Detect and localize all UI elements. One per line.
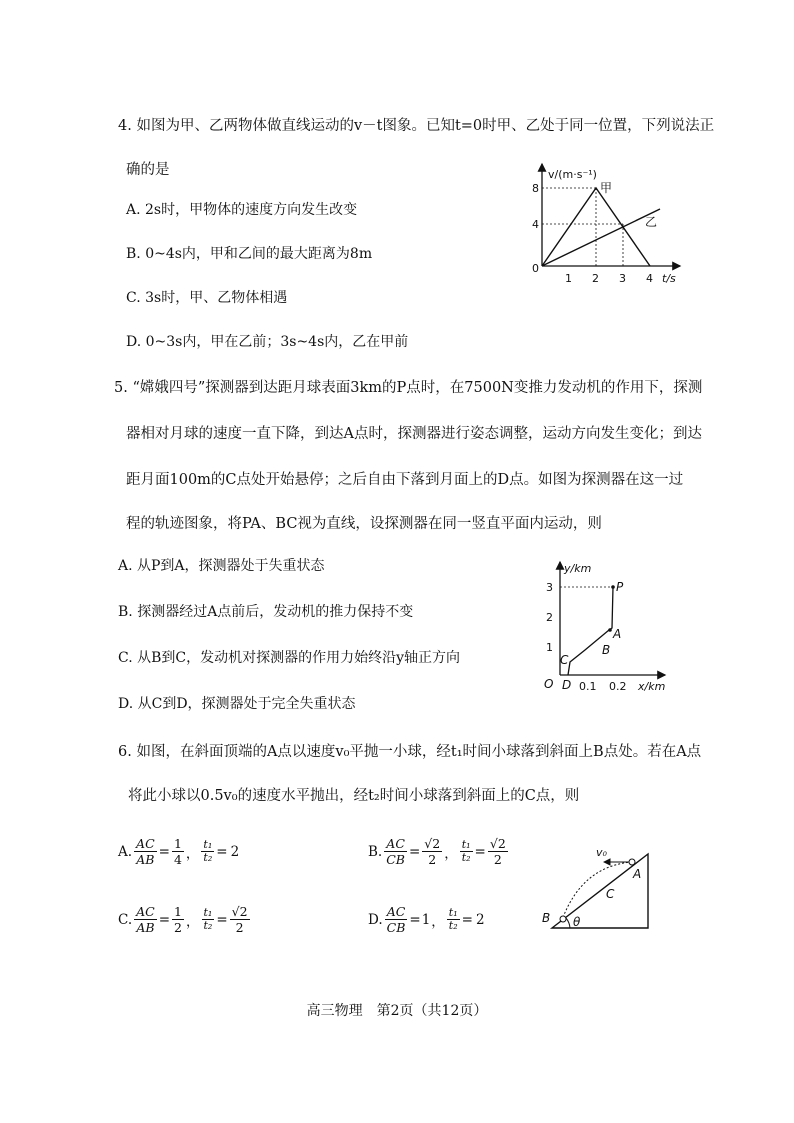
q6-label-a: A [633, 867, 642, 881]
q6-b-result: $\frac{√2}{2}$ [489, 836, 506, 867]
q6-option-b: B. $\frac{AC}{CB}$ = $\frac{√2}{2}$ ， $\frac{\text{t₁}}{\text{t₂}}$ = $\frac{√2}{2}$ [368, 836, 506, 867]
q4-stem-line2: 确的是 [126, 162, 170, 178]
q5-y-tick-2: 2 [546, 611, 553, 624]
q6-option-a: A. $\frac{AC}{AB}$ = $\frac{1}{4}$ ， $\frac{\text{t₁}}{\text{t₂}}$ = 2 [118, 836, 240, 867]
q4-x-tick-1: 1 [565, 272, 572, 285]
q4-origin-label: 0 [532, 262, 539, 275]
q4-x-axis-label: t/s [662, 272, 676, 285]
q6-d-result: 2 [475, 911, 485, 928]
q6-option-d: D. $\frac{AC}{CB}$ = 1 ， $\frac{\text{t₁}}{\text{t₂}}$ = 2 [368, 904, 485, 935]
q5-label-d: D [562, 678, 572, 692]
q6-d-ratio-value: 1 [421, 911, 431, 928]
q5-point-a [608, 628, 612, 632]
q5-label-b: B [602, 643, 611, 657]
q6-angle-arc [566, 918, 570, 928]
q6-a-result: 2 [230, 843, 240, 860]
q5-stem-line3: 距月面100m的C点处开始悬停；之后自由下落到月面上的D点。如图为探测器在这一过 [126, 472, 684, 488]
q4-stem-line1: 4. 如图为甲、乙两物体做直线运动的v－t图象。已知t=0时甲、乙处于同一位置，下列说法正 [118, 118, 715, 134]
q4-line-yi [542, 209, 660, 266]
q5-option-b: B. 探测器经过A点前后，发动机的推力保持不变 [118, 604, 414, 620]
q5-y-tick-1: 1 [546, 641, 553, 654]
q5-stem-line2: 器相对月球的速度一直下降，到达A点时，探测器进行姿态调整，运动方向发生变化；到达 [126, 426, 702, 442]
q6-option-c: C. $\frac{AC}{AB}$ = $\frac{1}{2}$ ， $\frac{\text{t₁}}{\text{t₂}}$ = $\frac{√2}{2}$ [118, 904, 248, 935]
q6-d-ratio: $\frac{AC}{CB}$ [386, 904, 406, 935]
q6-trajectory-dashed [562, 862, 632, 920]
q6-label-b: B [542, 911, 551, 925]
q4-line-jia [542, 188, 650, 266]
q5-x-tick-0-2: 0.2 [609, 680, 627, 693]
q5-y-axis-label: y/km [564, 562, 592, 575]
q5-label-c: C [560, 653, 569, 667]
q6-c-time-ratio: $\frac{\text{t₁}}{\text{t₂}}$ [203, 906, 213, 932]
q6-d-time-ratio: $\frac{\text{t₁}}{\text{t₂}}$ [448, 906, 458, 932]
q4-x-tick-3: 3 [619, 272, 626, 285]
q5-x-axis-label: x/km [638, 680, 666, 693]
q4-label-yi: 乙 [645, 215, 658, 229]
q5-trajectory [568, 587, 613, 675]
q6-ball-b [560, 916, 566, 922]
q5-option-c: C. 从B到C，发动机对探测器的作用力始终沿y轴正方向 [118, 650, 461, 666]
q6-label-theta: θ [573, 915, 581, 929]
q5-stem-line4: 程的轨迹图象，将PA、BC视为直线，设探测器在同一竖直平面内运动，则 [126, 516, 602, 532]
q4-y-tick-4: 4 [532, 218, 539, 231]
q5-stem-line1: 5. “嫦娥四号”探测器到达距月球表面3km的P点时，在7500N变推力发动机的作用下，探测 [114, 380, 703, 396]
q5-y-tick-3: 3 [546, 581, 553, 594]
q6-ball-a [629, 859, 635, 865]
q4-label-jia: 甲 [600, 181, 613, 195]
q6-label-v0: v₀ [596, 846, 607, 859]
q5-label-a: A [613, 627, 622, 641]
q6-b-ratio: $\frac{AC}{CB}$ [386, 836, 405, 867]
q4-vt-graph [520, 162, 690, 288]
q6-a-ratio-value: $\frac{1}{4}$ [173, 836, 182, 867]
q6-c-letter: C. [118, 911, 133, 928]
q6-a-time-ratio: $\frac{\text{t₁}}{\text{t₂}}$ [203, 838, 213, 864]
q6-b-letter: B. [368, 843, 383, 860]
q4-option-a: A. 2s时，甲物体的速度方向发生改变 [126, 202, 358, 218]
q4-option-d: D. 0~3s内，甲在乙前；3s~4s内，乙在甲前 [126, 334, 409, 350]
q6-incline-diagram [540, 836, 660, 936]
q4-option-b: B. 0~4s内，甲和乙间的最大距离为8m [126, 246, 373, 262]
q5-x-tick-0-1: 0.1 [579, 680, 597, 693]
q6-a-letter: A. [118, 843, 133, 860]
q4-option-c: C. 3s时，甲、乙物体相遇 [126, 290, 288, 306]
q6-d-letter: D. [368, 911, 383, 928]
q4-x-tick-4: 4 [646, 272, 653, 285]
q6-b-time-ratio: $\frac{\text{t₁}}{\text{t₂}}$ [461, 838, 471, 864]
page-footer: 高三物理 第2页（共12页） [306, 1003, 488, 1019]
q5-trajectory-graph [520, 558, 680, 698]
q4-y-axis-label: v/(m·s⁻¹) [548, 168, 597, 181]
q6-stem-line1: 6. 如图，在斜面顶端的A点以速度v₀平抛一小球，经t₁时间小球落到斜面上B点处。若在A点 [118, 744, 702, 760]
q6-b-ratio-value: $\frac{√2}{2}$ [424, 836, 441, 867]
q5-option-d: D. 从C到D，探测器处于完全失重状态 [118, 696, 356, 712]
q6-label-c: C [606, 887, 615, 901]
q6-c-ratio-value: $\frac{1}{2}$ [174, 904, 182, 935]
q6-a-ratio: $\frac{AC}{AB}$ [136, 836, 155, 867]
q5-origin-label: O [544, 677, 554, 691]
q6-stem-line2: 将此小球以0.5v₀的速度水平抛出，经t₂时间小球落到斜面上的C点，则 [128, 788, 580, 804]
q4-x-tick-2: 2 [592, 272, 599, 285]
q4-y-tick-8: 8 [532, 182, 539, 195]
q5-option-a: A. 从P到A，探测器处于失重状态 [118, 558, 325, 574]
q5-label-p: P [616, 580, 624, 594]
q5-point-p [611, 585, 615, 589]
q6-c-ratio: $\frac{AC}{AB}$ [136, 904, 155, 935]
q6-c-result: $\frac{√2}{2}$ [231, 904, 248, 935]
